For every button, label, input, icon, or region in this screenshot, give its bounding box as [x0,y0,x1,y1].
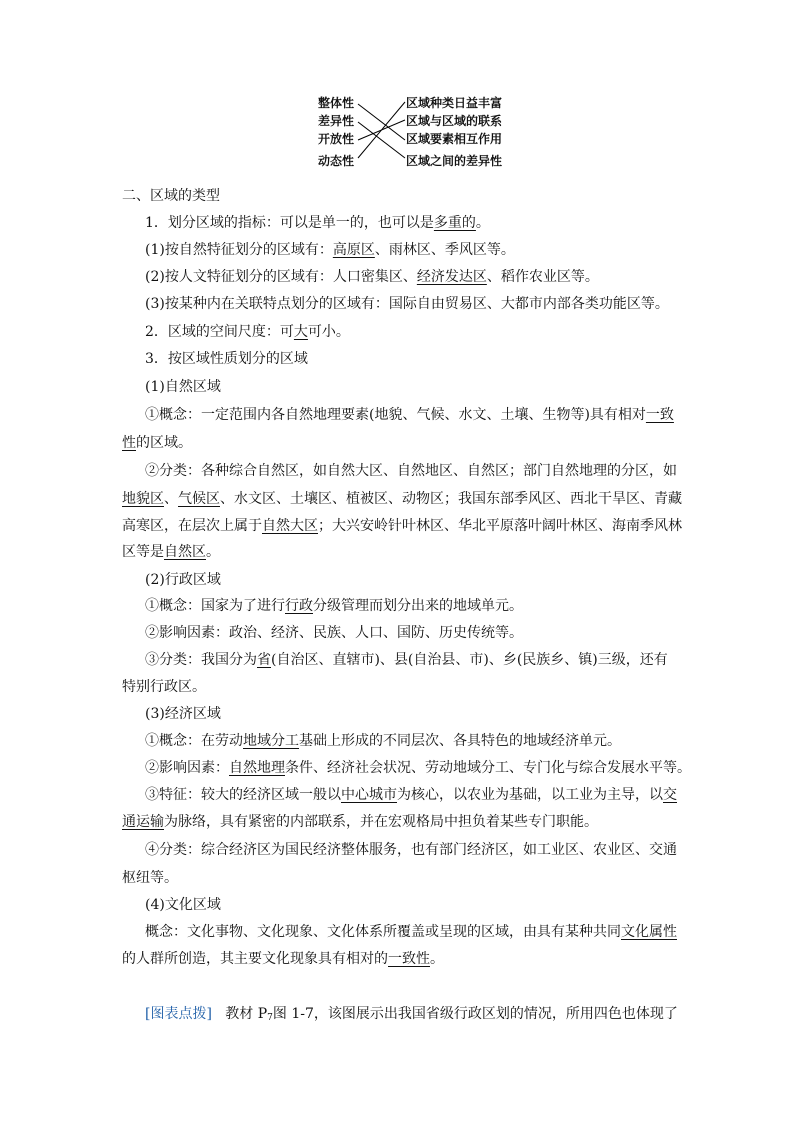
diagram-right-item: 区域与区域的联系 [406,114,503,128]
paragraph-line [122,673,682,701]
paragraph-line [145,401,705,429]
text: (自治区、直辖市)、县(自治县、市)、乡(民族乡、镇)三级，还有 [271,652,668,668]
text: 的区域。 [136,435,192,451]
answer-blank: 气候区 [178,491,220,507]
text: 特别行政区。 [122,679,206,695]
paragraph-line [145,781,705,809]
text: ①概念：在劳动 [145,733,243,749]
text: 图 1-7，该图展示出我国省级行政区划的情况，所用四色也体现了 [272,1006,678,1022]
text: 区等是 [122,544,164,560]
text: ③特征：较大的经济区域一般以 [145,787,341,803]
text: (2)行政区域 [145,572,221,588]
answer-blank: 中心城市 [341,787,397,803]
text: (1)按自然特征划分的区域有： [145,242,333,258]
text: 、水文区、土壤区、植被区、动物区；我国东部季风区、西北干旱区、青藏 [220,491,682,507]
text: 为核心，以农业为基础，以工业为主导，以 [397,787,663,803]
diagram-right-item: 区域要素相互作用 [406,132,503,146]
paragraph-line [145,318,705,346]
paragraph-line [122,945,682,973]
text: (1)自然区域 [145,379,221,395]
paragraph-line [122,808,682,836]
text: (3)按某种内在关联特点划分的区域有：国际自由贸易区、大都市内部各类功能区等。 [145,296,669,312]
text: 。 [475,215,490,231]
answer-blank: 行政 [285,598,313,614]
answer-blank: 交 [663,787,677,803]
paragraph-line [145,345,705,373]
text: 条件、经济社会状况、劳动地域分工、专门化与综合发展水平等。 [285,760,691,776]
text: ①概念：一定范围内各自然地理要素(地貌、气候、水文、土壤、生物等)具有相对 [145,407,646,423]
text: 1．划分区域的指标：可以是单一的，也可以是 [145,215,434,231]
answer-blank: 地域分工 [243,733,299,749]
paragraph-line [122,512,682,540]
text: 分级管理而划分出来的地域单元。 [313,598,523,614]
paragraph-line [145,236,705,264]
text: ③分类：我国分为 [145,652,257,668]
text: ①概念：国家为了进行 [145,598,285,614]
text: ②影响因素：政治、经济、民族、人口、国防、历史传统等。 [145,625,523,641]
paragraph-line [145,619,705,647]
text: 2．区域的空间尺度：可 [145,324,294,340]
text: 。 [206,544,220,560]
text: 高寒区，在层次上属于 [122,518,262,534]
text: ②分类：各种综合自然区，如自然大区、自然地区、自然区；部门自然地理的分区，如 [145,463,677,479]
answer-blank: 地貌区 [122,491,164,507]
paragraph-line [145,646,705,674]
answer-blank: 自然区 [164,544,206,560]
diagram-left-item: 整体性 [318,96,355,110]
subheading [145,700,705,728]
answer-blank: 高原区 [332,242,375,258]
answer-blank: 一致性 [388,951,430,967]
diagram-left-item: 动态性 [318,154,355,168]
text: ②影响因素： [145,760,229,776]
paragraph-line [145,836,705,864]
subheading [145,373,705,401]
paragraph-line [145,754,705,782]
answer-blank: 自然地理 [229,760,285,776]
text: (4)文化区域 [145,897,221,913]
paragraph-line [145,918,705,946]
answer-blank: 自然大区 [262,518,318,534]
figure-note-tag: [图表点拨] [145,1006,212,1022]
text: 3．按区域性质划分的区域 [145,351,308,367]
paragraph-line [145,592,705,620]
paragraph-line [122,429,682,457]
section-title: 二、区域的类型 [122,188,220,204]
text: 概念：文化事物、文化现象、文化体系所覆盖或呈现的区域，由具有某种共同 [145,924,621,940]
text: (2)按人文特征划分的区域有：人口密集区、 [145,269,417,285]
diagram-right-item: 区域种类日益丰富 [406,96,503,110]
text: 教材 P [225,1006,268,1022]
section-heading [122,182,682,210]
answer-blank: 性 [122,435,136,451]
answer-blank: 经济发达区 [416,269,487,285]
figure-note [145,1000,705,1032]
answer-blank: 一致 [645,407,674,423]
text: 、稻作农业区等。 [486,269,599,285]
link-line [358,102,405,158]
link-line [358,122,405,158]
paragraph-line [145,457,705,485]
subheading [145,891,705,919]
text: 为脉络，具有紧密的内部联系，并在宏观格局中担负着某些专门职能。 [164,814,598,830]
paragraph-line [145,727,705,755]
paragraph-line [145,263,705,291]
diagram-left-item: 开放性 [318,132,355,146]
matching-diagram [318,92,528,182]
link-line [358,104,405,140]
text: 。 [430,951,444,967]
answer-blank: 通运输 [122,814,164,830]
answer-blank: 大 [293,324,308,340]
text: 、 [164,491,178,507]
diagram-right-item: 区域之间的差异性 [406,154,503,168]
subheading [145,566,705,594]
page-subscript: 7 [267,1013,273,1023]
answer-blank: 省 [257,652,271,668]
answer-blank: 多重的 [433,215,476,231]
text: 可小。 [307,324,350,340]
paragraph-line [122,485,682,513]
paragraph-line [145,290,705,318]
text: (3)经济区域 [145,706,221,722]
text: ；大兴安岭针叶林区、华北平原落叶阔叶林区、海南季风林 [318,518,682,534]
answer-blank: 文化属性 [621,924,677,940]
paragraph-line [145,209,705,237]
text: 的人群所创造，其主要文化现象具有相对的 [122,951,388,967]
text: 基础上形成的不同层次、各具特色的地域经济单元。 [299,733,621,749]
paragraph-line [122,538,682,566]
diagram-left-item: 差异性 [318,114,355,128]
paragraph-line [122,864,682,892]
text: 、雨林区、季风区等。 [374,242,515,258]
text: ④分类：综合经济区为国民经济整体服务，也有部门经济区，如工业区、农业区、交通 [145,842,677,858]
text: 枢纽等。 [122,870,178,886]
